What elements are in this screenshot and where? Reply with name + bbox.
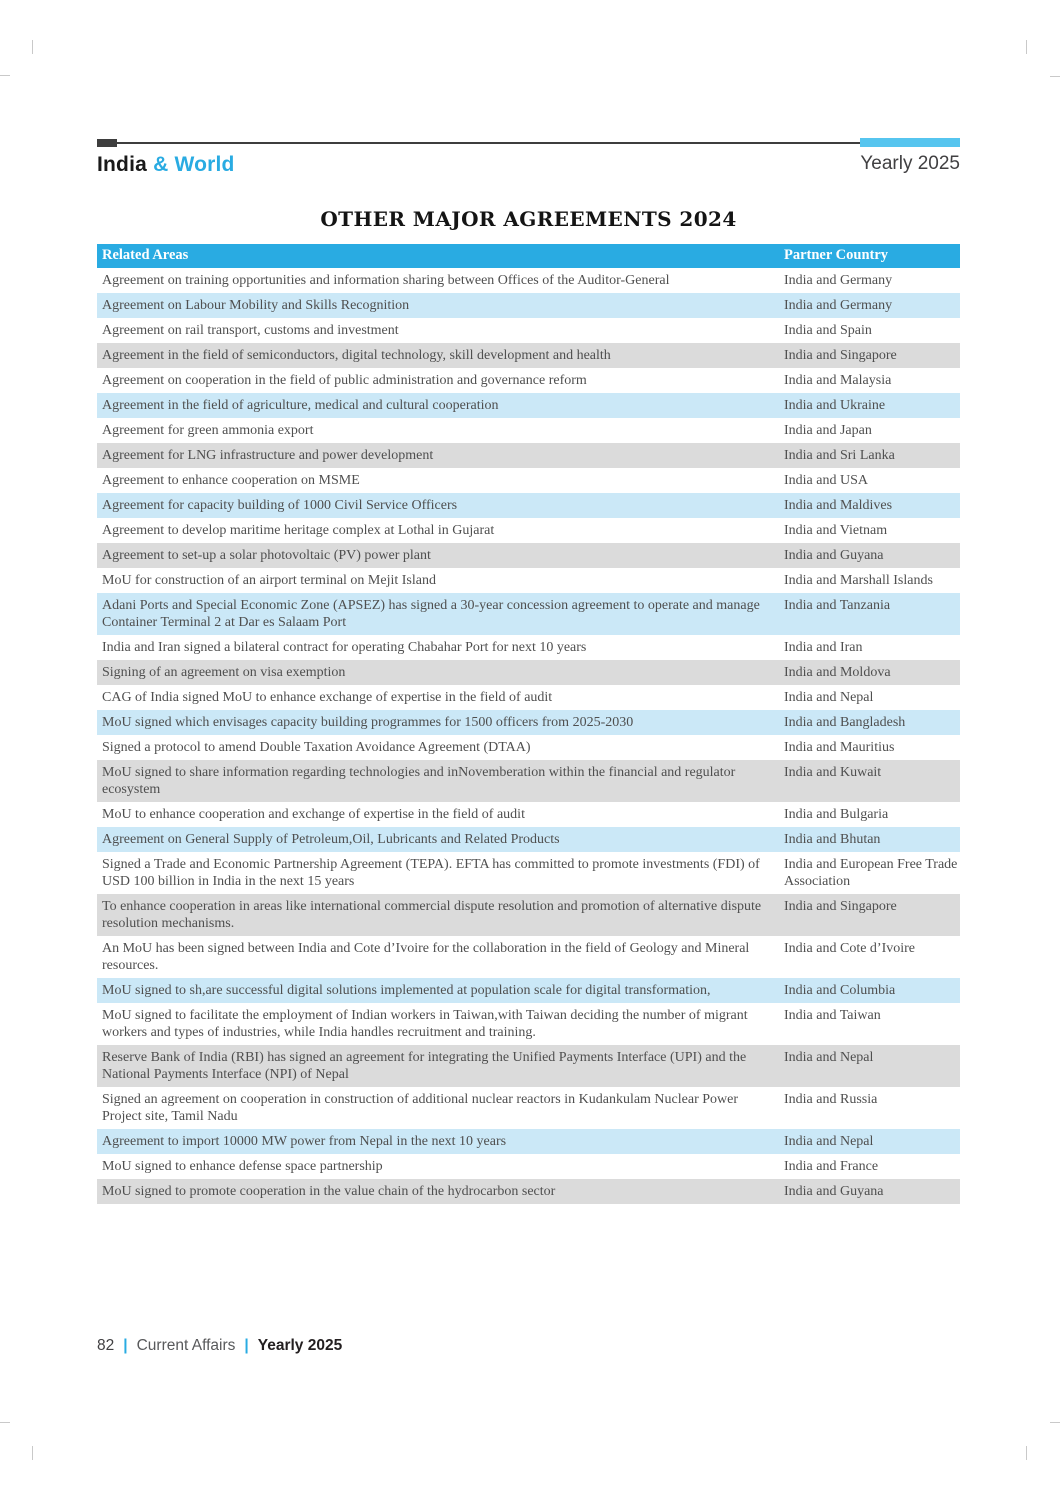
table-row xyxy=(97,802,960,827)
table-row xyxy=(97,343,960,368)
partner-country: India and Maldives xyxy=(784,498,893,513)
partner-country: India and Moldova xyxy=(784,665,891,680)
agreement-description: MoU signed to sh,are successful digital solutions implemented at population scale for digital transformation, xyxy=(102,983,711,998)
table-row xyxy=(97,685,960,710)
partner-country: India and Cote d’Ivoire xyxy=(784,941,916,956)
edition-label: Yearly 2025 xyxy=(860,153,960,174)
partner-country: India and Germany xyxy=(784,273,893,288)
table-row xyxy=(97,443,960,468)
table-row xyxy=(97,543,960,568)
partner-country: India and USA xyxy=(784,473,868,488)
partner-country: India and Guyana xyxy=(784,548,884,563)
agreement-description: Agreement in the field of agriculture, medical and cultural cooperation xyxy=(102,398,499,413)
partner-country: India and European Free Trade Association xyxy=(784,857,958,889)
page-footer xyxy=(97,1337,342,1355)
partner-country: India and Tanzania xyxy=(784,598,891,613)
agreement-description: An MoU has been signed between India and Cote d’Ivoire for the collaboration in the field of Geology and Mineral resources. xyxy=(102,941,750,973)
table-row xyxy=(97,936,960,978)
table-row xyxy=(97,468,960,493)
agreement-description: To enhance cooperation in areas like international commercial dispute resolution and promotion of alternative dispute resolution mechanisms. xyxy=(102,899,762,931)
partner-country: India and Taiwan xyxy=(784,1008,881,1023)
agreement-description: MoU to enhance cooperation and exchange of expertise in the field of audit xyxy=(102,807,525,822)
agreements-table xyxy=(97,244,960,1204)
agreement-description: Agreement for capacity building of 1000 Civil Service Officers xyxy=(102,498,458,513)
agreement-description: Agreement for LNG infrastructure and power development xyxy=(102,448,434,463)
partner-country: India and Bangladesh xyxy=(784,715,906,730)
crop-mark xyxy=(32,40,33,54)
agreement-description: Signing of an agreement on visa exemption xyxy=(102,665,346,680)
table-row xyxy=(97,368,960,393)
table-row xyxy=(97,1129,960,1154)
table-row xyxy=(97,710,960,735)
crop-mark xyxy=(1026,1446,1027,1460)
table-row xyxy=(97,1179,960,1204)
agreement-description: Signed an agreement on cooperation in construction of additional nuclear reactors in Kudankulam Nuclear Power Project site, Tamil Nadu xyxy=(102,1092,739,1124)
partner-country: India and Singapore xyxy=(784,348,897,363)
partner-country: India and Kuwait xyxy=(784,765,882,780)
partner-country: India and Singapore xyxy=(784,899,897,914)
partner-country: India and Columbia xyxy=(784,983,896,998)
agreement-description: Agreement for green ammonia export xyxy=(102,423,314,438)
agreement-description: MoU signed to promote cooperation in the value chain of the hydrocarbon sector xyxy=(102,1184,556,1199)
partner-country: India and Malaysia xyxy=(784,373,892,388)
partner-country: India and Japan xyxy=(784,423,872,438)
table-row xyxy=(97,268,960,293)
partner-country: India and Iran xyxy=(784,640,863,655)
agreement-description: CAG of India signed MoU to enhance exchange of expertise in the field of audit xyxy=(102,690,553,705)
agreement-description: Signed a Trade and Economic Partnership Agreement (TEPA). EFTA has committed to promote investments (FDI) of USD 100 billion in India in the next 15 years xyxy=(102,857,760,889)
table-row xyxy=(97,393,960,418)
table-header-row xyxy=(97,244,960,268)
table-row xyxy=(97,293,960,318)
crop-mark xyxy=(0,75,10,76)
partner-country: India and France xyxy=(784,1159,879,1174)
table-row xyxy=(97,318,960,343)
table-row xyxy=(97,735,960,760)
table-row xyxy=(97,1087,960,1129)
column-header-related-areas: Related Areas xyxy=(102,247,189,263)
footer-separator: | xyxy=(244,1337,249,1354)
crop-mark xyxy=(1026,40,1027,54)
partner-country: India and Bulgaria xyxy=(784,807,889,822)
agreement-description: MoU signed to facilitate the employment of Indian workers in Taiwan,with Taiwan deciding the number of migrant workers and types of industries, while India handles recruitment and training. xyxy=(102,1008,748,1040)
agreement-description: MoU signed which envisages capacity building programmes for 1500 officers from 2025-2030 xyxy=(102,715,634,730)
page-number: 82 xyxy=(97,1337,115,1354)
partner-country: India and Sri Lanka xyxy=(784,448,895,463)
table-row xyxy=(97,660,960,685)
table-row xyxy=(97,852,960,894)
footer-separator: | xyxy=(123,1337,128,1354)
rule-line xyxy=(97,142,862,144)
table-row xyxy=(97,1003,960,1045)
table-row xyxy=(97,593,960,635)
crop-mark xyxy=(0,1422,10,1423)
table-row xyxy=(97,493,960,518)
partner-country: India and Vietnam xyxy=(784,523,888,538)
agreement-description: Agreement on General Supply of Petroleum,Oil, Lubricants and Related Products xyxy=(102,832,560,847)
crop-mark xyxy=(1050,76,1060,77)
agreement-description: Agreement to enhance cooperation on MSME xyxy=(102,473,360,488)
agreement-description: Agreement to develop maritime heritage complex at Lothal in Gujarat xyxy=(102,523,495,538)
section-title-world: & World xyxy=(153,153,235,176)
page-header xyxy=(97,153,960,177)
table-row xyxy=(97,978,960,1003)
partner-country: India and Nepal xyxy=(784,1050,874,1065)
agreement-description: Agreement to import 10000 MW power from Nepal in the next 10 years xyxy=(102,1134,507,1149)
agreement-description: Adani Ports and Special Economic Zone (APSEZ) has signed a 30-year concession agreement to operate and manage Container Terminal 2 at Dar es Salaam Port xyxy=(102,598,760,630)
book-title: Current Affairs xyxy=(136,1337,236,1354)
agreement-description: Reserve Bank of India (RBI) has signed an agreement for integrating the Unified Payments Interface (UPI) and the National Payments Interface (NPI) of Nepal xyxy=(102,1050,747,1082)
agreement-description: Agreement to set-up a solar photovoltaic (PV) power plant xyxy=(102,548,431,563)
partner-country: India and Germany xyxy=(784,298,893,313)
partner-country: India and Russia xyxy=(784,1092,878,1107)
partner-country: India and Spain xyxy=(784,323,872,338)
agreement-description: Agreement on cooperation in the field of public administration and governance reform xyxy=(102,373,587,388)
rule-cyan-block xyxy=(860,138,960,147)
crop-mark xyxy=(32,1446,33,1460)
table-row xyxy=(97,1045,960,1087)
page-title: OTHER MAJOR AGREEMENTS 2024 xyxy=(320,207,737,231)
table-row xyxy=(97,894,960,936)
partner-country: India and Mauritius xyxy=(784,740,895,755)
section-title xyxy=(97,153,235,177)
agreement-description: Agreement on Labour Mobility and Skills Recognition xyxy=(102,298,410,313)
agreement-description: MoU signed to share information regarding technologies and inNovemberation within the financial and regulator ecosystem xyxy=(102,765,736,797)
section-title-india: India xyxy=(97,153,148,176)
table-row xyxy=(97,760,960,802)
agreement-description: MoU for construction of an airport terminal on Mejit Island xyxy=(102,573,436,588)
page-content xyxy=(97,138,960,1204)
partner-country: India and Guyana xyxy=(784,1184,884,1199)
partner-country: India and Nepal xyxy=(784,690,874,705)
partner-country: India and Nepal xyxy=(784,1134,874,1149)
partner-country: India and Ukraine xyxy=(784,398,886,413)
table-row xyxy=(97,568,960,593)
partner-country: India and Bhutan xyxy=(784,832,881,847)
table-body xyxy=(97,268,960,1204)
table-row xyxy=(97,418,960,443)
crop-mark xyxy=(1050,1422,1060,1423)
table-row xyxy=(97,518,960,543)
agreement-description: Signed a protocol to amend Double Taxation Avoidance Agreement (DTAA) xyxy=(102,740,531,755)
agreement-description: India and Iran signed a bilateral contract for operating Chabahar Port for next 10 years xyxy=(102,640,587,655)
table-row xyxy=(97,827,960,852)
table-row xyxy=(97,635,960,660)
agreement-description: Agreement in the field of semiconductors, digital technology, skill development and health xyxy=(102,348,611,363)
column-header-partner-country: Partner Country xyxy=(784,247,889,263)
footer-edition: Yearly 2025 xyxy=(257,1337,343,1354)
agreement-description: MoU signed to enhance defense space partnership xyxy=(102,1159,383,1174)
partner-country: India and Marshall Islands xyxy=(784,573,933,588)
table-row xyxy=(97,1154,960,1179)
agreement-description: Agreement on training opportunities and information sharing between Offices of the Auditor-General xyxy=(102,273,670,288)
agreement-description: Agreement on rail transport, customs and investment xyxy=(102,323,399,338)
header-rule xyxy=(97,138,960,148)
